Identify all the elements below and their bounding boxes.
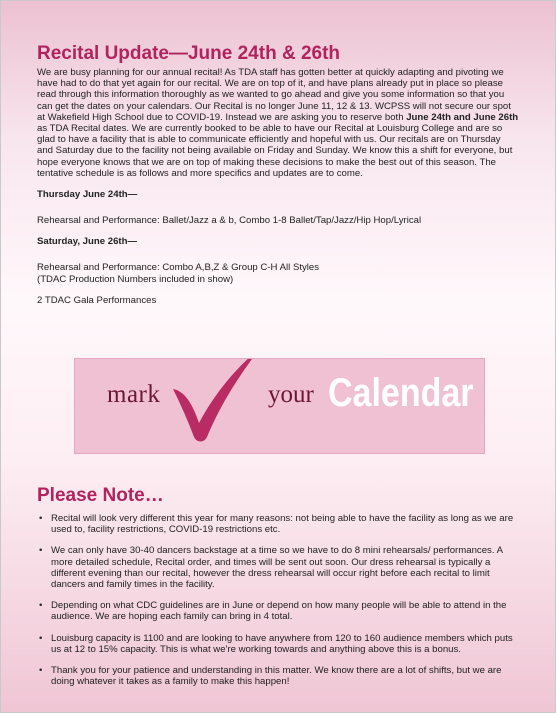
saturday-line-3: 2 TDAC Gala Performances bbox=[37, 295, 157, 307]
please-note-heading: Please Note… bbox=[37, 485, 164, 506]
list-item: • Depending on what CDC guidelines are in June or depend on how many people will be able to attend in the audience. We are hoping each family can bring in 4 total. bbox=[51, 600, 519, 622]
intro-bold-dates: June 24th and June 26th bbox=[406, 111, 519, 123]
mark-your-calendar-banner bbox=[75, 359, 484, 453]
saturday-heading: Saturday, June 26th— bbox=[37, 236, 138, 248]
banner-your-text: your bbox=[268, 381, 314, 408]
recital-update-section bbox=[37, 43, 519, 307]
intro-paragraph bbox=[37, 67, 519, 179]
list-item: • Louisburg capacity is 1100 and are looking to have anywhere from 120 to 160 audience members which puts us at 12 to 15% capacity. This is what we're working towards and anything above this is a bonus. bbox=[51, 633, 519, 655]
list-item: • Recital will look very different this year for many reasons: not being able to have the facility as long as we are used to, facility restrictions, COVID-19 restrictions etc. bbox=[51, 513, 519, 535]
banner-mark-text: mark bbox=[107, 381, 161, 408]
thursday-heading: Thursday June 24th— bbox=[37, 189, 138, 201]
intro-text-1: We are busy planning for our annual recital! As TDA staff has gotten better at quickly adapting and pivoting we have had to do that yet again for our recital. We are on top of it, and have plans already put in place so please read through this information thoroughly as we wanted to go ahead and give you some information so that you can get the dates on your calendars. Our Recital is no longer June 11, 12 & 13. WCPSS will not secure our spot at Wakefield High School due to COVID-19. Instead we are asking you to reserve both bbox=[37, 67, 511, 123]
thursday-line: Rehearsal and Performance: Ballet/Jazz a & b, Combo 1-8 Ballet/Tap/Jazz/Hip Hop/Lyrical bbox=[37, 215, 422, 227]
note-list bbox=[37, 513, 519, 687]
please-note-section bbox=[37, 485, 519, 697]
intro-text-2: as TDA Recital dates. We are currently booked to be able to have our Recital at Louisburg College and are so glad to have a facility that is able to communicate efficiently and hopeful with us. Our recitals are on Thursday and Saturday due to the facility not being available on Friday and Sunday. We know this a shift for everyone, but hope everyone knows that we are on top of making these decisions to make the best out of this season. The tentative schedule is as follows and more specifics and updates are to come. bbox=[37, 123, 513, 179]
saturday-line-1: Rehearsal and Performance: Combo A,B,Z & Group C-H All Styles bbox=[37, 262, 320, 274]
banner-calendar-text: Calendar bbox=[328, 371, 474, 415]
saturday-line-2: (TDAC Production Numbers included in show) bbox=[37, 273, 234, 285]
list-item: • Thank you for your patience and understanding in this matter. We know there are a lot of shifts, but we are doing whatever it takes as a family to make this happen! bbox=[51, 665, 519, 687]
list-item: • We can only have 30-40 dancers backstage at a time so we have to do 8 mini rehearsals/ performances. A more detailed schedule, Recital order, and times will be sent out soon. Our dress rehearsal is typically a different evening than our recital, however the dress rehearsal will occur right before each recital to limit dancers and family times in the facility. bbox=[51, 545, 519, 590]
page-title: Recital Update—June 24th & 26th bbox=[37, 43, 341, 64]
